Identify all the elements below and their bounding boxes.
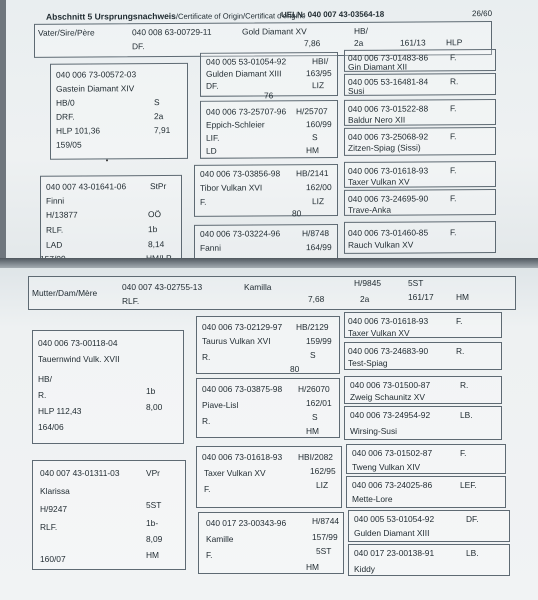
dam-dam-breed: RLF. [40,522,58,532]
ds-s-d-breed: R. [456,346,465,356]
ss-s-hb: HBI/ [312,56,329,67]
ss-d-d-name: Zitzen-Spiag (Sissi) [348,142,421,153]
sire-dam-lad: LAD [46,239,63,250]
ss-d-d-breed: F. [450,131,457,142]
dd-d-breed: F. [206,550,213,560]
ds-d-s-breed: R. [460,380,469,390]
ds-s-year: 159/99 [306,336,332,346]
dam-sire-score: 8,00 [146,402,163,412]
dd-d-d-name: Kiddy [354,564,375,574]
sire-sire-name: Gastein Diamant XIV [56,83,135,94]
dam-sire-hb: HB/ [38,374,52,384]
dam-breed: RLF. [122,296,140,306]
dd-s-breed: F. [204,484,211,494]
dd-d-name: Kamille [206,534,234,544]
dam-sire-hlp: HLP 112,43 [38,406,82,416]
sd-s-s-breed: F. [450,165,457,176]
ss-d-breed: LIF. [206,132,220,143]
ss-s-liz: LIZ [312,80,325,91]
ds-s-d-id: 040 006 73-24683-90 [348,346,429,356]
dd-s-id: 040 006 73-01618-93 [202,452,283,462]
dam-dam-name: Klarissa [40,486,70,496]
sire-score: 7,86 [304,38,321,49]
dam-sire-breed: R. [38,390,47,400]
ss-d-ld: LD [206,145,217,156]
dam-dam-id: 040 007 43-01311-03 [40,468,120,478]
dam-dam-hb: H/9247 [40,504,68,514]
sd-s-id: 040 006 73-03856-98 [200,168,281,179]
sd-d-s-id: 040 006 73-01460-85 [348,227,429,238]
sd-s-s-id: 040 006 73-01618-93 [348,165,429,176]
ds-d-year: 162/01 [306,398,332,408]
sire-sire-grade: 2a [154,111,164,122]
dam-dam-score: 8,09 [146,534,163,544]
ds-d-d-breed: LB. [460,410,473,420]
dam-score: 7,68 [308,294,325,304]
ss-s-d-id: 040 005 53-16481-84 [348,76,429,87]
sire-dam-grade: 1b [148,224,158,235]
sire-dam-hb: H/13877 [46,209,78,220]
ds-s-id: 040 006 73-02129-97 [202,322,283,332]
dd-d-d-id: 040 017 23-00138-91 [354,548,435,558]
dam-sst: 5ST [408,278,424,288]
dam-box [28,276,516,310]
ss-s-s-name: Gin Diamant XII [348,61,408,72]
ss-s-n: 76 [264,90,274,101]
dam-sire-name: Tauernwind Vulk. XVII [38,354,120,364]
dam-hb: H/9845 [354,278,382,288]
sire-sire-score: 7,91 [154,124,171,136]
dd-s-d-breed: LEF. [460,480,477,490]
dd-s-d-name: Mette-Lore [352,494,393,504]
ss-d-s-id: 040 006 73-01522-88 [348,103,429,114]
ds-d-name: Piave-Lisl [202,400,239,410]
sd-d-s-name: Rauch Vulkan XV [348,239,414,250]
ds-d-hb: H/26070 [298,384,330,394]
dd-d-id: 040 017 23-00343-96 [206,518,287,528]
sd-s-n: 80 [292,208,302,219]
dd-d-s-id: 040 005 53-01054-92 [354,514,435,524]
dd-d-hb: H/8744 [312,516,340,526]
sire-grade: 2a [354,37,364,48]
dam-name: Kamilla [244,282,272,292]
sire-sire-hb: HB/0 [56,97,75,108]
ss-d-d-id: 040 006 73-25068-92 [348,131,429,142]
pedigree-page-top [6,0,538,262]
ss-s-id: 040 005 53-01054-92 [206,56,287,67]
section-title: Abschnitt 5 Ursprungsnachweis/Certificate of Origin/Certificat d'origine [46,10,306,22]
ds-s-s-breed: F. [456,316,463,326]
ds-d-d-name: Wirsing-Susi [350,426,397,436]
dd-s-year: 162/95 [310,466,336,476]
sd-s-year: 162/00 [306,182,332,193]
ds-s-n: 80 [290,364,300,374]
dd-d-year: 157/99 [312,532,338,542]
ds-s-d-name: Test-Spiag [348,358,388,368]
dd-d-s-breed: DF. [466,514,479,524]
ds-s-s: S [310,350,316,360]
sire-sire-id: 040 006 73-00572-03 [56,69,137,80]
ss-d-name: Eppich-Schleier [206,119,265,130]
dd-d-hm: HM [306,562,320,572]
sd-s-s-name: Taxer Vulkan XV [348,176,410,187]
ss-d-hb: H/25707 [296,106,328,117]
sire-dam-score: 8,14 [148,239,165,250]
sire-dam-breed: RLF. [46,224,64,235]
ss-d-id: 040 006 73-25707-96 [206,106,287,117]
sd-s-name: Tibor Vulkan XVI [200,182,263,193]
dd-d-d-breed: LB. [466,548,479,558]
dam-sire-year: 164/06 [38,422,64,432]
ds-s-hb: HB/2129 [296,322,329,332]
dam-dam-hm: HM [146,550,160,560]
dd-s-liz: LIZ [316,480,329,490]
sd-s-liz: LIZ [312,196,325,207]
sd-s-d-name: Trave-Anka [348,204,391,215]
ss-s-name: Gulden Diamant XIII [206,68,282,79]
sd-s-d-breed: F. [450,193,457,204]
ss-s-year: 163/95 [306,68,332,79]
dot-mark [106,159,108,161]
ueln: UELN: 040 007 43-03564-18 [281,9,385,20]
ss-d-s: S [312,132,318,143]
dam-grade: 2a [360,294,370,304]
sire-sire-s: S [154,97,160,108]
dam-dam-grade: 1b- [146,518,159,528]
dam-dam-code: VPr [146,468,160,478]
sd-d-id: 040 006 73-03224-96 [200,228,281,239]
dam-sire-id: 040 006 73-00118-04 [38,338,118,348]
sire-dam-name: Finni [46,195,65,206]
ss-s-s-breed: F. [450,52,457,63]
sire-sire-hlp: HLP 101,36 [56,125,101,136]
sd-d-hb: H/8748 [302,228,330,239]
ds-s-name: Taurus Vulkan XVI [202,336,271,346]
ds-d-breed: R. [202,416,211,426]
sire-hb: HB/ [354,25,368,36]
ss-s-breed: DF. [206,80,219,91]
dd-d-s-name: Gulden Diamant XIII [354,528,430,538]
sire-dam-region: OÖ [148,209,162,220]
ds-s-s-name: Taxer Vulkan XV [348,328,410,338]
sd-s-hb: HB/2141 [296,168,329,179]
dd-s-d-id: 040 006 73-24025-86 [352,480,433,490]
ds-d-d-id: 040 006 73-24954-92 [350,410,431,420]
dd-s-s-name: Tweng Vulkan XIV [352,462,421,472]
sire-sire-breed: DRF. [56,111,75,122]
ss-s-d-breed: R. [450,76,459,87]
sd-d-s-breed: F. [450,227,457,238]
dam-id: 040 007 43-02755-13 [122,282,203,292]
sd-s-d-id: 040 006 73-24695-90 [348,193,429,204]
sd-d-name: Fanni [200,242,221,253]
ds-d-hm: HM [306,426,320,436]
dd-s-s-id: 040 006 73-01502-87 [352,448,433,458]
dam-year: 161/17 [408,292,434,302]
ds-d-s-name: Zweig Schaunitz XV [350,392,425,402]
sd-s-breed: F. [200,196,207,207]
dd-s-hb: HBI/2082 [298,452,333,462]
sire-id: 040 008 63-00729-11 [132,26,212,38]
ds-d-id: 040 006 73-03875-98 [202,384,283,394]
sire-hlp: 161/13 [400,37,426,48]
ds-d-s-id: 040 006 73-01500-87 [350,380,431,390]
dam-dam-year: 160/07 [40,554,66,564]
ss-d-s-name: Baldur Nero XII [348,114,406,125]
dam-hm: HM [456,292,470,302]
ss-s-d-name: Susi [348,85,365,96]
ss-d-s-breed: F. [450,103,457,114]
sire-label: Vater/Sire/Père [38,27,95,38]
pedigree-page-bottom [0,268,538,600]
dam-label: Mutter/Dam/Mère [32,288,98,298]
dd-s-name: Taxer Vulkan XV [204,468,266,478]
sire-hlp-label: HLP [446,37,463,48]
sire-sire-year: 159/05 [56,139,82,150]
ss-s-s-id: 040 006 73-01483-86 [348,52,429,63]
sire-dam-code: StPr [150,181,167,192]
dam-sire-grade: 1b [146,386,156,396]
page-number: 26/60 [472,9,493,19]
sd-d-year: 164/99 [306,242,332,253]
ds-d-s: S [312,412,318,422]
ds-s-breed: R. [202,352,211,362]
dd-d-sst: 5ST [316,546,332,556]
sire-name: Gold Diamant XV [242,26,307,37]
sire-breed: DF. [132,41,145,52]
dd-s-s-breed: F. [460,448,467,458]
ds-s-s-id: 040 006 73-01618-93 [348,316,429,326]
sire-dam-id: 040 007 43-01641-06 [46,181,127,192]
dam-dam-sst: 5ST [146,500,162,510]
ss-d-year: 160/99 [306,119,332,130]
ss-d-hm: HM [306,145,320,156]
